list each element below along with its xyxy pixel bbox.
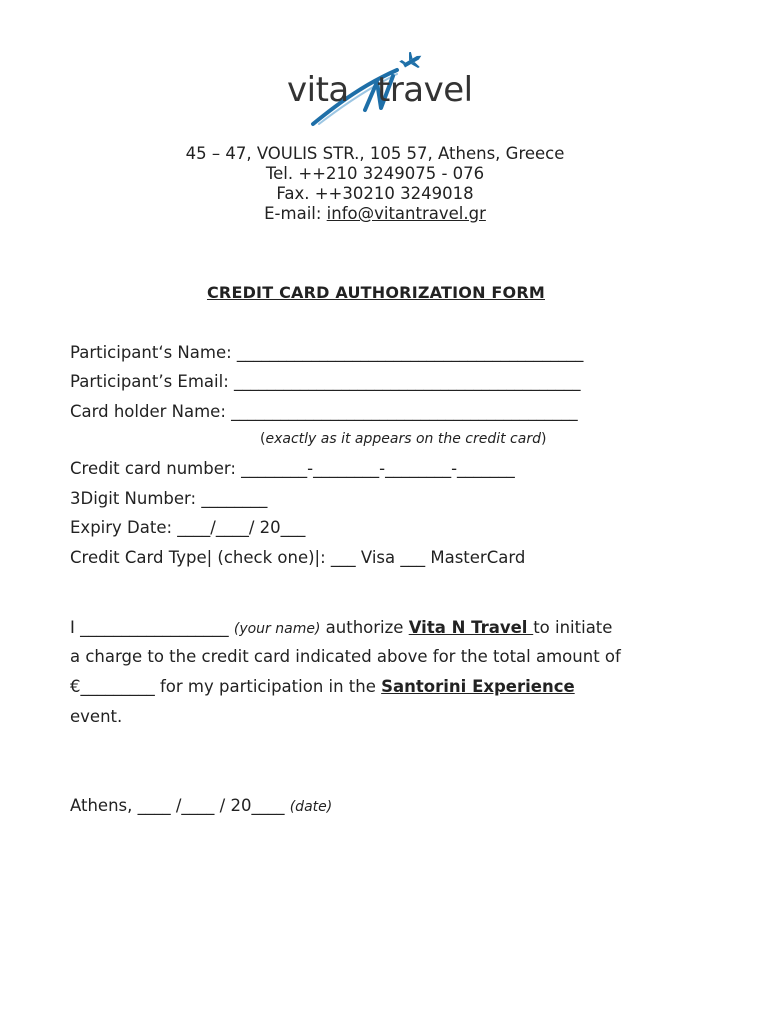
card-holder-name-field[interactable]: Card holder Name: __________________________________________	[70, 402, 578, 421]
date-label: (date)	[289, 799, 333, 815]
authorization-line-1	[70, 618, 710, 639]
cvv-field[interactable]: 3Digit Number: ________	[70, 489, 268, 508]
address-block	[0, 144, 750, 224]
street-address: 45 – 47, VOULIS STR., 105 57, Athens, Greece	[185, 144, 565, 163]
participant-name-field[interactable]: Participant‘s Name: __________________________________________	[70, 343, 584, 362]
card-type-field[interactable]: Credit Card Type| (check one)|: ___ Visa ___ MasterCard	[70, 548, 526, 567]
email-link[interactable]: info@vitantravel.gr	[326, 204, 486, 223]
amount-blank[interactable]: €_________ for my participation in the	[70, 677, 382, 696]
expiry-date-field[interactable]: Expiry Date: ____/____/ 20___	[70, 518, 306, 537]
initiate-text: to initiate	[533, 618, 613, 637]
authorize-text: authorize	[320, 618, 409, 637]
email-line	[0, 204, 750, 224]
date-line	[70, 796, 710, 817]
vitan-travel-logo	[285, 52, 485, 132]
company-name: Vita N Travel	[408, 618, 534, 637]
your-name-blank[interactable]: I __________________	[70, 618, 234, 637]
event-name: Santorini Experience	[381, 677, 575, 696]
fax: Fax. ++30210 3249018	[276, 184, 474, 203]
participant-email-field[interactable]: Participant’s Email: __________________________________________	[70, 372, 581, 391]
card-number-field[interactable]: Credit card number: ________-________-________-_______	[70, 459, 515, 478]
authorization-line-3	[70, 677, 710, 697]
authorization-line-2: a charge to the credit card indicated above for the total amount of	[70, 647, 621, 666]
logo-text-vita: vita	[287, 70, 349, 110]
your-name-label: (your name)	[233, 621, 321, 637]
card-holder-note-text: exactly as it appears on the credit card	[265, 431, 541, 447]
form-title: CREDIT CARD AUTHORIZATION FORM	[206, 283, 545, 302]
card-holder-note: (exactly as it appears on the credit card)	[260, 431, 547, 447]
authorization-line-4: event.	[70, 707, 123, 726]
date-blank[interactable]: Athens, ____ /____ / 20____	[70, 796, 290, 815]
telephone: Tel. ++210 3249075 - 076	[265, 164, 485, 183]
logo-text-travel: travel	[377, 70, 473, 110]
email-label: E-mail:	[264, 204, 327, 223]
